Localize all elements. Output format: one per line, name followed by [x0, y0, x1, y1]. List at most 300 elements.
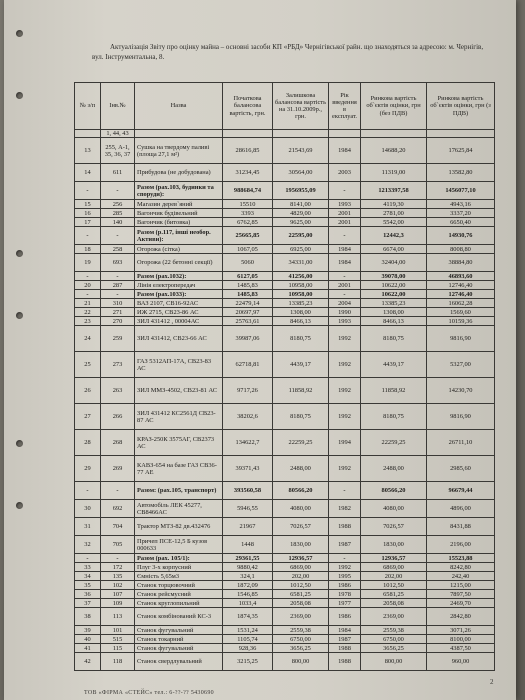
cell-number: 36 [75, 590, 101, 599]
col-header-number: № з/п [75, 83, 101, 130]
table-row [75, 599, 495, 608]
cell-market-value: 202,00 [361, 572, 427, 581]
cell-number: 42 [75, 653, 101, 671]
cell-year: 1995 [329, 572, 361, 581]
cell-residual-value: 30564,00 [273, 164, 329, 182]
cell-inventory: - [101, 290, 135, 299]
cell-name: Станок рейсмусний [135, 590, 223, 599]
cell-market-value: 10622,00 [361, 290, 427, 299]
cell-market-value-vat [427, 130, 495, 138]
cell-market-value: 80566,20 [361, 482, 427, 500]
cell-number: 31 [75, 518, 101, 536]
cell-residual-value: 8180,75 [273, 404, 329, 430]
cell-number: 14 [75, 164, 101, 182]
cell-number: 22 [75, 308, 101, 317]
cell-year: - [329, 227, 361, 245]
cell-year: 1988 [329, 644, 361, 653]
cell-year: 1986 [329, 608, 361, 626]
cell-inventory: 310 [101, 299, 135, 308]
table-header-row [75, 83, 495, 130]
cell-year: - [329, 482, 361, 500]
cell-inventory: 692 [101, 500, 135, 518]
cell-residual-value: 1012,50 [273, 581, 329, 590]
cell-initial-value: 1874,35 [223, 608, 273, 626]
page-number: 2 [490, 678, 494, 686]
cell-market-value: 8180,75 [361, 404, 427, 430]
cell-initial-value: 39987,06 [223, 326, 273, 352]
cell-name: Станок комбінований КС-3 [135, 608, 223, 626]
cell-market-value: 6869,00 [361, 563, 427, 572]
cell-initial-value: 1485,83 [223, 281, 273, 290]
cell-initial-value: 6127,05 [223, 272, 273, 281]
cell-year: 1992 [329, 352, 361, 378]
cell-initial-value: 1872,09 [223, 581, 273, 590]
cell-inventory: 255, А-1, 35, 36, 37 [101, 138, 135, 164]
cell-year: 2004 [329, 299, 361, 308]
document-intro: Актуалізація Звіту про оцінку майна – основні засоби КП «РБД» Чернігівської райн. що знаходяться за адресою: м. Чернігів, вул. Інструментальна, 8. [92, 43, 484, 61]
cell-residual-value: 80566,20 [273, 482, 329, 500]
cell-market-value: 6750,00 [361, 635, 427, 644]
cell-initial-value: 38202,6 [223, 404, 273, 430]
col-header-initial-value: Початкова балансова вартість, грн. [223, 83, 273, 130]
cell-number: 32 [75, 536, 101, 554]
table-row [75, 378, 495, 404]
cell-market-value: 11319,00 [361, 164, 427, 182]
cell-inventory: 705 [101, 536, 135, 554]
cell-number: 18 [75, 245, 101, 254]
cell-name: Разом (рах. 105/1): [135, 554, 223, 563]
cell-inventory: 135 [101, 572, 135, 581]
table-row [75, 245, 495, 254]
cell-market-value-vat: 242,40 [427, 572, 495, 581]
cell-inventory: 118 [101, 653, 135, 671]
cell-number: 30 [75, 500, 101, 518]
cell-inventory: 109 [101, 599, 135, 608]
cell-residual-value: 22595,00 [273, 227, 329, 245]
table-row [75, 653, 495, 671]
cell-number: 40 [75, 635, 101, 644]
cell-year: 2003 [329, 164, 361, 182]
cell-initial-value: 988684,74 [223, 182, 273, 200]
cell-initial-value: 62718,81 [223, 352, 273, 378]
cell-initial-value [223, 130, 273, 138]
table-row [75, 130, 495, 138]
cell-year: 1984 [329, 254, 361, 272]
cell-name: Лінія електропередач [135, 281, 223, 290]
cell-inventory: 285 [101, 209, 135, 218]
cell-number: 34 [75, 572, 101, 581]
cell-number: 17 [75, 218, 101, 227]
table-row [75, 272, 495, 281]
cell-number: 33 [75, 563, 101, 572]
cell-year: 1984 [329, 626, 361, 635]
col-header-market-value: Ринкова вартість об`єктів оцінки, грн (без ПДВ) [361, 83, 427, 130]
cell-inventory: 140 [101, 218, 135, 227]
cell-inventory: - [101, 482, 135, 500]
cell-year: 1984 [329, 138, 361, 164]
cell-inventory: 287 [101, 281, 135, 290]
cell-initial-value: 134622,7 [223, 430, 273, 456]
table-body [75, 130, 495, 671]
cell-initial-value: 1531,24 [223, 626, 273, 635]
cell-inventory: 113 [101, 608, 135, 626]
cell-residual-value: 202,00 [273, 572, 329, 581]
cell-initial-value: 31234,45 [223, 164, 273, 182]
cell-residual-value: 6925,00 [273, 245, 329, 254]
cell-number: 13 [75, 138, 101, 164]
cell-number: 35 [75, 581, 101, 590]
cell-market-value: 7026,57 [361, 518, 427, 536]
cell-initial-value: 25665,85 [223, 227, 273, 245]
cell-inventory: 266 [101, 404, 135, 430]
cell-number: 16 [75, 209, 101, 218]
cell-market-value-vat: 8242,80 [427, 563, 495, 572]
cell-initial-value: 3215,25 [223, 653, 273, 671]
cell-residual-value: 22259,25 [273, 430, 329, 456]
cell-inventory: 263 [101, 378, 135, 404]
cell-market-value-vat: 15523,88 [427, 554, 495, 563]
cell-inventory: 271 [101, 308, 135, 317]
cell-initial-value: 1067,05 [223, 245, 273, 254]
cell-market-value: 6674,00 [361, 245, 427, 254]
cell-initial-value: 928,36 [223, 644, 273, 653]
table-row [75, 404, 495, 430]
cell-name: Станок круглопильний [135, 599, 223, 608]
cell-market-value [361, 130, 427, 138]
cell-initial-value: 5946,55 [223, 500, 273, 518]
cell-initial-value: 20697,97 [223, 308, 273, 317]
cell-name: Огорожа (22 бетонні секції) [135, 254, 223, 272]
cell-number: 37 [75, 599, 101, 608]
cell-market-value-vat: 2469,70 [427, 599, 495, 608]
cell-residual-value: 7026,57 [273, 518, 329, 536]
cell-market-value: 1830,00 [361, 536, 427, 554]
cell-initial-value: 39371,43 [223, 456, 273, 482]
cell-market-value: 4119,30 [361, 200, 427, 209]
cell-inventory: 270 [101, 317, 135, 326]
cell-inventory: 273 [101, 352, 135, 378]
cell-year: - [329, 290, 361, 299]
table-row [75, 227, 495, 245]
cell-market-value: 4439,17 [361, 352, 427, 378]
cell-market-value: 39078,00 [361, 272, 427, 281]
cell-year: 1987 [329, 635, 361, 644]
cell-market-value-vat: 12746,40 [427, 281, 495, 290]
cell-year: 1987 [329, 536, 361, 554]
cell-market-value-vat: 38884,80 [427, 254, 495, 272]
cell-name: ИЖ 2715, СВ23-86 АС [135, 308, 223, 317]
cell-name: КАВЗ-654 на базе ГАЗ СВ36-77 АЕ [135, 456, 223, 482]
cell-market-value: 32404,00 [361, 254, 427, 272]
cell-number: 41 [75, 644, 101, 653]
cell-name: Разом (р.117, інші необор. Активи): [135, 227, 223, 245]
cell-number: 27 [75, 404, 101, 430]
cell-number: 19 [75, 254, 101, 272]
cell-year: 1993 [329, 317, 361, 326]
cell-market-value: 14688,20 [361, 138, 427, 164]
cell-year: - [329, 554, 361, 563]
cell-name: ЗИЛ ММЗ-4502, СВ23-81 АС [135, 378, 223, 404]
cell-inventory: 256 [101, 200, 135, 209]
cell-residual-value: 2559,38 [273, 626, 329, 635]
cell-year: 1993 [329, 200, 361, 209]
table-row [75, 500, 495, 518]
cell-market-value-vat: 10159,36 [427, 317, 495, 326]
table-row [75, 326, 495, 352]
cell-residual-value: 1830,00 [273, 536, 329, 554]
cell-inventory: 1, 44, 43 [101, 130, 135, 138]
cell-year: - [329, 182, 361, 200]
cell-initial-value: 29361,55 [223, 554, 273, 563]
cell-inventory: 115 [101, 644, 135, 653]
table-row [75, 209, 495, 218]
cell-name: ЗИЛ 431412 , 00004АС [135, 317, 223, 326]
cell-number: 21 [75, 299, 101, 308]
cell-market-value-vat: 26711,10 [427, 430, 495, 456]
cell-number: - [75, 482, 101, 500]
cell-market-value-vat: 16062,28 [427, 299, 495, 308]
cell-residual-value: 13385,23 [273, 299, 329, 308]
cell-name: Сушка на твердому паливі (площа 27,1 м²) [135, 138, 223, 164]
cell-name: Причеп ПСЕ-12,5 Б кузов 000633 [135, 536, 223, 554]
cell-market-value: 2369,00 [361, 608, 427, 626]
cell-residual-value: 8141,00 [273, 200, 329, 209]
cell-name: ГАЗ 5312АП-17А, СВ23-83 АС [135, 352, 223, 378]
cell-year: 2001 [329, 209, 361, 218]
cell-initial-value: 5060 [223, 254, 273, 272]
cell-initial-value: 6762,85 [223, 218, 273, 227]
cell-initial-value: 9717,26 [223, 378, 273, 404]
cell-market-value-vat: 8100,00 [427, 635, 495, 644]
cell-market-value: 2559,38 [361, 626, 427, 635]
cell-year: 1992 [329, 456, 361, 482]
cell-inventory: 258 [101, 245, 135, 254]
cell-initial-value: 15510 [223, 200, 273, 209]
cell-market-value: 10622,00 [361, 281, 427, 290]
cell-number: - [75, 227, 101, 245]
table-row [75, 430, 495, 456]
cell-inventory: 172 [101, 563, 135, 572]
cell-market-value: 12442,3 [361, 227, 427, 245]
cell-name: Ємність 5,65м3 [135, 572, 223, 581]
cell-market-value-vat: 9816,90 [427, 326, 495, 352]
cell-year: 1992 [329, 563, 361, 572]
cell-name: КРАЗ-250К 3575АГ, СВ2373 АС [135, 430, 223, 456]
cell-market-value-vat: 3071,26 [427, 626, 495, 635]
cell-residual-value: 21543,69 [273, 138, 329, 164]
cell-market-value-vat: 17625,84 [427, 138, 495, 164]
cell-market-value: 5542,00 [361, 218, 427, 227]
cell-inventory: 693 [101, 254, 135, 272]
cell-market-value-vat: 8008,80 [427, 245, 495, 254]
cell-residual-value: 4439,17 [273, 352, 329, 378]
cell-market-value: 1012,50 [361, 581, 427, 590]
cell-initial-value: 22479,14 [223, 299, 273, 308]
col-header-name: Назва [135, 83, 223, 130]
cell-market-value: 8180,75 [361, 326, 427, 352]
cell-residual-value: 10958,00 [273, 290, 329, 299]
cell-market-value-vat: 14930,76 [427, 227, 495, 245]
table-row [75, 218, 495, 227]
cell-year: 2001 [329, 281, 361, 290]
cell-market-value: 8466,13 [361, 317, 427, 326]
cell-name: Разом (рах.1032): [135, 272, 223, 281]
cell-number: 38 [75, 608, 101, 626]
cell-initial-value: 1033,4 [223, 599, 273, 608]
cell-inventory: 259 [101, 326, 135, 352]
cell-name: Огорожа (сітка) [135, 245, 223, 254]
cell-inventory: - [101, 272, 135, 281]
cell-initial-value: 21967 [223, 518, 273, 536]
table-row [75, 635, 495, 644]
cell-market-value-vat: 4943,16 [427, 200, 495, 209]
table-row [75, 608, 495, 626]
table-row [75, 299, 495, 308]
cell-market-value-vat: 1456077,10 [427, 182, 495, 200]
cell-inventory: 611 [101, 164, 135, 182]
cell-number: 24 [75, 326, 101, 352]
cell-residual-value: 12936,57 [273, 554, 329, 563]
cell-residual-value: 2369,00 [273, 608, 329, 626]
table-row [75, 290, 495, 299]
assets-table [74, 82, 495, 671]
cell-residual-value: 8180,75 [273, 326, 329, 352]
cell-initial-value: 1485,83 [223, 290, 273, 299]
cell-market-value: 1213397,58 [361, 182, 427, 200]
cell-name: Плуг 3-х корпусний [135, 563, 223, 572]
cell-number: 20 [75, 281, 101, 290]
cell-year [329, 130, 361, 138]
cell-name: Станок фугувальний [135, 644, 223, 653]
cell-residual-value: 4829,00 [273, 209, 329, 218]
cell-initial-value: 324,1 [223, 572, 273, 581]
cell-initial-value: 1448 [223, 536, 273, 554]
cell-market-value: 13385,23 [361, 299, 427, 308]
cell-name: Станок свердлувальний [135, 653, 223, 671]
cell-market-value-vat: 1569,60 [427, 308, 495, 317]
cell-year: 1992 [329, 326, 361, 352]
cell-market-value: 4080,00 [361, 500, 427, 518]
cell-name: Разом: (рах.105, транспорт) [135, 482, 223, 500]
table-row [75, 572, 495, 581]
cell-number: - [75, 272, 101, 281]
cell-market-value: 22259,25 [361, 430, 427, 456]
cell-market-value-vat: 2842,80 [427, 608, 495, 626]
cell-inventory: 515 [101, 635, 135, 644]
cell-residual-value: 8466,13 [273, 317, 329, 326]
cell-market-value-vat: 3337,20 [427, 209, 495, 218]
cell-number: 39 [75, 626, 101, 635]
cell-market-value: 12936,57 [361, 554, 427, 563]
cell-number: 28 [75, 430, 101, 456]
table-row [75, 254, 495, 272]
table-row [75, 281, 495, 290]
cell-initial-value: 9880,42 [223, 563, 273, 572]
cell-number: 29 [75, 456, 101, 482]
cell-inventory: 101 [101, 626, 135, 635]
cell-residual-value: 10958,00 [273, 281, 329, 290]
cell-number: - [75, 290, 101, 299]
cell-year: 1988 [329, 518, 361, 536]
cell-inventory: 268 [101, 430, 135, 456]
cell-year: 1977 [329, 599, 361, 608]
table-row [75, 536, 495, 554]
cell-residual-value [273, 130, 329, 138]
table-row [75, 308, 495, 317]
cell-year: 1986 [329, 581, 361, 590]
table-row [75, 626, 495, 635]
cell-inventory: 704 [101, 518, 135, 536]
cell-market-value-vat: 4387,50 [427, 644, 495, 653]
cell-market-value: 11858,92 [361, 378, 427, 404]
cell-name: Станок токарний [135, 635, 223, 644]
cell-name [135, 130, 223, 138]
table-row [75, 164, 495, 182]
cell-name: Магазин дерев`яний [135, 200, 223, 209]
cell-residual-value: 1956955,09 [273, 182, 329, 200]
cell-residual-value: 11858,92 [273, 378, 329, 404]
table-row [75, 182, 495, 200]
cell-year: 1994 [329, 430, 361, 456]
cell-year: - [329, 272, 361, 281]
cell-year: 1978 [329, 590, 361, 599]
table-row [75, 317, 495, 326]
cell-residual-value: 6581,25 [273, 590, 329, 599]
cell-name: ЗИЛ 431412, СВ23-66 АС [135, 326, 223, 352]
cell-market-value: 1308,00 [361, 308, 427, 317]
cell-inventory: - [101, 554, 135, 563]
cell-name: Вагончик (битовка) [135, 218, 223, 227]
cell-year: 1984 [329, 245, 361, 254]
cell-residual-value: 41256,00 [273, 272, 329, 281]
cell-number: 26 [75, 378, 101, 404]
cell-number: 15 [75, 200, 101, 209]
table-row [75, 581, 495, 590]
table-row [75, 644, 495, 653]
cell-residual-value: 1308,00 [273, 308, 329, 317]
cell-residual-value: 6869,00 [273, 563, 329, 572]
cell-residual-value: 2488,00 [273, 456, 329, 482]
page-footer: ТОВ «ФІРМА «СТЕЙС» тел.: 6-??-?? 5430690 [84, 690, 214, 696]
cell-market-value-vat: 9816,90 [427, 404, 495, 430]
cell-year: 1982 [329, 500, 361, 518]
cell-initial-value: 25763,61 [223, 317, 273, 326]
cell-inventory: - [101, 182, 135, 200]
cell-year: 2001 [329, 218, 361, 227]
cell-number: - [75, 182, 101, 200]
cell-initial-value: 393560,58 [223, 482, 273, 500]
cell-name: Разом (рах.1033): [135, 290, 223, 299]
col-header-market-value-vat: Ринкова вартість об`єктів оцінки, грн (з ПДВ) [427, 83, 495, 130]
cell-market-value-vat: 4896,00 [427, 500, 495, 518]
cell-market-value-vat: 96679,44 [427, 482, 495, 500]
cell-market-value-vat: 12746,40 [427, 290, 495, 299]
cell-number [75, 130, 101, 138]
cell-year: 1990 [329, 308, 361, 317]
cell-inventory: - [101, 227, 135, 245]
col-header-residual-value: Залишкова балансова вартість на 31.10.2009р., грн. [273, 83, 329, 130]
cell-market-value-vat: 1215,00 [427, 581, 495, 590]
cell-residual-value: 800,00 [273, 653, 329, 671]
cell-name: Вагончик будівельний [135, 209, 223, 218]
col-header-year: Рік введення в експлуат. [329, 83, 361, 130]
cell-market-value: 3656,25 [361, 644, 427, 653]
cell-initial-value: 1105,74 [223, 635, 273, 644]
cell-number: 25 [75, 352, 101, 378]
cell-market-value: 800,00 [361, 653, 427, 671]
cell-residual-value: 34331,00 [273, 254, 329, 272]
table-row [75, 482, 495, 500]
